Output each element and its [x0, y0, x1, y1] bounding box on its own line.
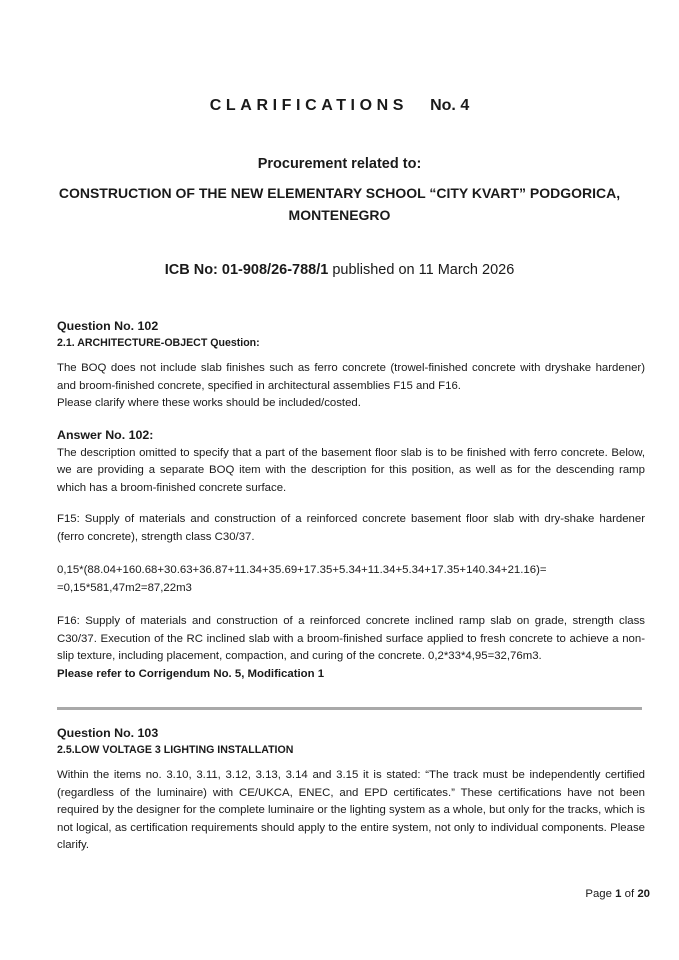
icb-reference — [0, 262, 679, 278]
question-102-section: 2.1. ARCHITECTURE-OBJECT Question: — [57, 336, 260, 349]
answer-102-text: The description omitted to specify that a part of the basement floor slab is to be finished with ferro concrete. Below, we are providing a separate BOQ item with the description for this position, as well as for the descending ramp which has a broom-finished concrete surface. — [57, 446, 645, 494]
question-102-heading: Question No. 102 — [57, 319, 159, 333]
f15-calculation — [57, 562, 645, 597]
section-divider — [57, 707, 642, 710]
question-103-block — [57, 725, 645, 855]
corrigendum-reference: Please refer to Corrigendum No. 5, Modification 1 — [57, 667, 325, 680]
question-103-section: 2.5.LOW VOLTAGE 3 LIGHTING INSTALLATION — [57, 743, 294, 756]
page-of-label: of — [621, 888, 638, 900]
question-102-text: The BOQ does not include slab finishes such as ferro concrete (trowel-finished concrete with dryshake hardener) and broom-finished concrete, specified in architectural assemblies F15 and F16. — [57, 362, 645, 392]
question-103-heading: Question No. 103 — [57, 726, 159, 740]
title-text: CLARIFICATIONS — [209, 97, 409, 114]
f15-description: F15: Supply of materials and construction of a reinforced concrete basement floor slab with dry-shake hardener (ferro concrete), strength class C30/37. — [57, 513, 645, 543]
f15-calculation-line-2: =0,15*581,47m2=87,22m3 — [57, 581, 192, 594]
f16-description: F16: Supply of materials and construction of a reinforced concrete inclined ramp slab on grade, strength class C30/37. Execution of the RC inclined slab with a broom-finished surface applied to fresh concrete to achieve a non-slip texture, including placement, compaction, and curing of the concrete. 0,2*33*4,95=32,76m3. — [57, 615, 645, 662]
answer-102-heading: Answer No. 102: — [57, 428, 154, 442]
procurement-label: Procurement related to: — [257, 156, 422, 172]
question-102-block — [57, 318, 645, 413]
icb-published-date: published on 11 March 2026 — [328, 262, 515, 278]
question-103-text: Within the items no. 3.10, 3.11, 3.12, 3.13, 3.14 and 3.15 it is stated: “The track must be independently certified (regardless of the luminaire) with CE/UKCA, ENEC, and EPD certificates.” These certifications have not been required by the designer for the complete luminaire or the lighting system as a whole, but only for the tracks, which is not logical, as certification requirements should apply to the entire system, not only to individual components. Please clarify. — [57, 769, 645, 851]
project-title — [0, 182, 679, 226]
project-title-line-2: MONTENEGRO — [288, 207, 391, 223]
clarification-number: No. 4 — [430, 97, 470, 114]
page-label: Page — [585, 888, 616, 900]
answer-102-block — [57, 427, 645, 497]
f16-block — [57, 613, 645, 683]
f15-calculation-line-1: 0,15*(88.04+160.68+30.63+36.87+11.34+35.69+17.35+5.34+11.34+5.34+17.35+140.34+21.16)= — [57, 564, 547, 576]
document-title — [0, 97, 679, 115]
project-title-line-1: CONSTRUCTION OF THE NEW ELEMENTARY SCHOOL “CITY KVART” PODGORICA, — [58, 185, 621, 201]
page-current: 1 — [615, 888, 622, 900]
page-number — [585, 888, 650, 900]
question-102-text-2: Please clarify where these works should be included/costed. — [57, 397, 361, 409]
icb-number: ICB No: 01-908/26-788/1 — [164, 262, 329, 278]
page-total: 20 — [637, 888, 650, 900]
